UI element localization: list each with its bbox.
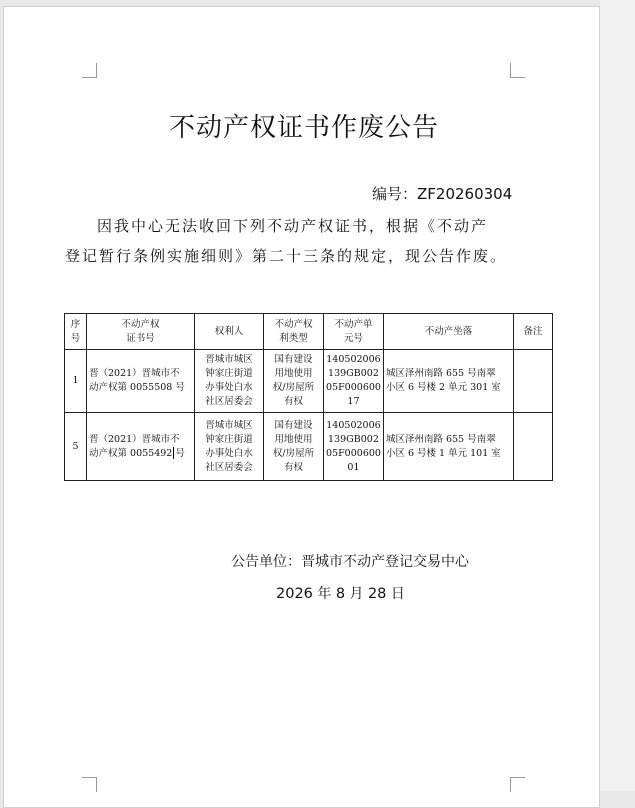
document-page[interactable] <box>3 6 600 808</box>
date-year: 2026 <box>276 586 313 602</box>
cell-type[interactable]: 国有建设 用地使用 权/房屋所 有权 <box>264 350 324 413</box>
issuing-unit[interactable]: 公告单位：晋城市不动产登记交易中心 <box>231 554 469 570</box>
header-unit[interactable]: 不动产单 元号 <box>324 314 384 350</box>
header-type[interactable]: 不动产权 利类型 <box>264 314 324 350</box>
workspace-gutter <box>600 0 635 791</box>
cell-type[interactable]: 国有建设 用地使用 权/房屋所 有权 <box>264 413 324 481</box>
cell-remark[interactable] <box>513 350 552 413</box>
table-header-row <box>65 314 553 350</box>
document-title[interactable]: 不动产权证书作废公告 <box>168 113 439 143</box>
cell-seq[interactable]: 5 <box>65 413 87 481</box>
header-remark[interactable]: 备注 <box>513 314 552 350</box>
notice-line-2: 登记暂行条例实施细则》第二十三条的规定，现公告作废。 <box>65 247 508 265</box>
document-number-label: 编号： <box>372 185 418 203</box>
cell-owner[interactable]: 晋城市城区 钟家庄街道 办事处白水 社区居委会 <box>195 350 264 413</box>
certificate-table[interactable] <box>64 313 553 481</box>
margin-mark-bottom-right <box>510 777 525 792</box>
issue-date[interactable]: 2026 年 8 月 28 日 <box>276 586 405 602</box>
cell-seq[interactable]: 1 <box>65 350 87 413</box>
margin-mark-bottom-left <box>82 777 97 792</box>
cell-cert[interactable]: 晋（2021）晋城市不 动产权第 0055492 号 <box>87 413 195 481</box>
cell-location[interactable]: 城区泽州南路 655 号南翠 小区 6 号楼 2 单元 301 室 <box>383 350 513 413</box>
cell-unit[interactable]: 140502006 139GB002 05F000600 17 <box>324 350 384 413</box>
notice-paragraph[interactable] <box>65 211 525 271</box>
cell-owner[interactable]: 晋城市城区 钟家庄街道 办事处白水 社区居委会 <box>195 413 264 481</box>
cell-remark[interactable] <box>513 413 552 481</box>
notice-line-1: 因我中心无法收回下列不动产权证书，根据《不动产 <box>97 217 489 235</box>
header-seq[interactable]: 序 号 <box>65 314 87 350</box>
date-month: 8 <box>335 586 346 602</box>
header-owner[interactable]: 权利人 <box>195 314 264 350</box>
margin-mark-top-right <box>510 63 525 78</box>
table-row <box>65 350 553 413</box>
header-location[interactable]: 不动产坐落 <box>383 314 513 350</box>
cell-cert[interactable]: 晋（2021）晋城市不 动产权第 0055508 号 <box>87 350 195 413</box>
table-row <box>65 413 553 481</box>
document-number-value: ZF20260304 <box>417 185 513 203</box>
cell-unit[interactable]: 140502006 139GB002 05F000600 01 <box>324 413 384 481</box>
header-cert[interactable]: 不动产权 证书号 <box>87 314 195 350</box>
document-number[interactable] <box>372 183 512 204</box>
date-day: 28 <box>367 586 387 602</box>
cell-location[interactable]: 城区泽州南路 655 号南翠 小区 6 号楼 1 单元 101 室 <box>383 413 513 481</box>
margin-mark-top-left <box>82 63 97 78</box>
